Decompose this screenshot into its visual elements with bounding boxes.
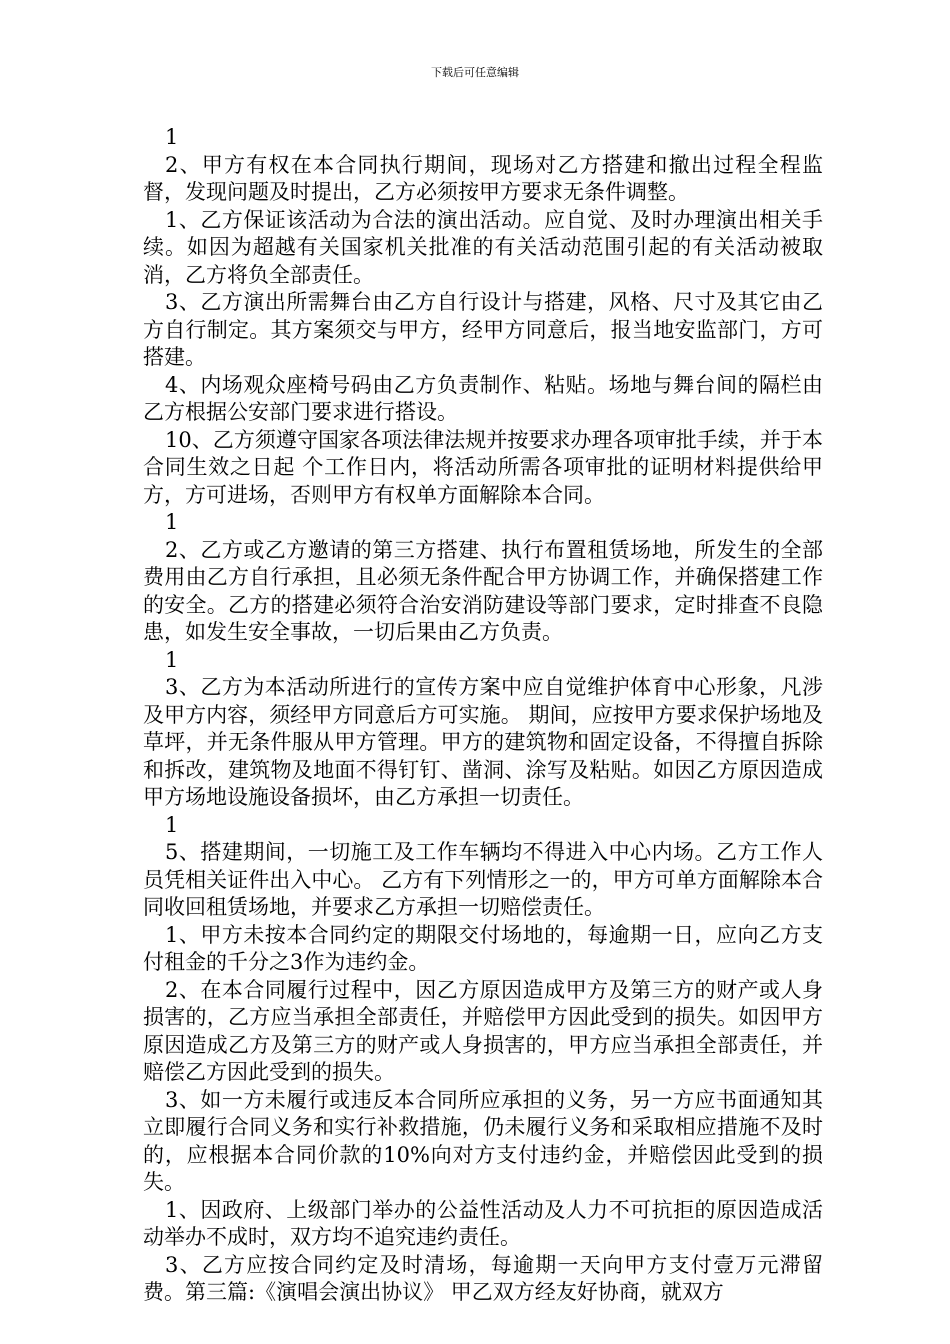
paragraph: 2、甲方有权在本合同执行期间，现场对乙方搭建和撤出过程全程监督，发现问题及时提出，乙方必须按甲方要求无条件调整。 <box>143 152 823 204</box>
paragraph: 3、乙方演出所需舞台由乙方自行设计与搭建，风格、尺寸及其它由乙方自行制定。其方案须交与甲方，经甲方同意后，报当地安监部门，方可搭建。 <box>143 290 823 369</box>
paragraph: 1 <box>165 510 179 534</box>
paragraph: 2、在本合同履行过程中，因乙方原因造成甲方及第三方的财产或人身损害的，乙方应当承担全部责任，并赔偿甲方因此受到的损失。如因甲方原因造成乙方及第三方的财产或人身损害的，甲方应当承担全部责任，并赔偿乙方因此受到的损失。 <box>143 977 823 1084</box>
paragraph: 3、如一方未履行或违反本合同所应承担的义务，另一方应书面通知其立即履行合同义务和实行补救措施，仍未履行义务和采取相应措施不及时的，应根据本合同价款的10%向对方支付违约金，并赔偿因此受到的损失。 <box>143 1087 823 1194</box>
paragraph: 3、乙方应按合同约定及时清场，每逾期一天向甲方支付壹万元滞留费。第三篇:《演唱会演出协议》 甲乙双方经友好协商，就双方 <box>143 1252 823 1304</box>
document-body <box>143 124 823 1307</box>
paragraph: 1 <box>165 125 179 149</box>
page-header-caption: 下载后可任意编辑 <box>431 66 519 79</box>
paragraph: 5、搭建期间，一切施工及工作车辆均不得进入中心内场。乙方工作人员凭相关证件出入中心。 乙方有下列情形之一的，甲方可单方面解除本合同收回租赁场地，并要求乙方承担一切赔偿责任。 <box>143 840 823 919</box>
paragraph: 10、乙方须遵守国家各项法律法规并按要求办理各项审批手续，并于本合同生效之日起 个工作日内，将活动所需各项审批的证明材料提供给甲方，方可进场，否则甲方有权单方面解除本合同。 <box>143 427 823 507</box>
paragraph: 1、因政府、上级部门举办的公益性活动及人力不可抗拒的原因造成活动举办不成时，双方均不追究违约责任。 <box>143 1197 823 1249</box>
paragraph: 4、内场观众座椅号码由乙方负责制作、粘贴。场地与舞台间的隔栏由乙方根据公安部门要求进行搭设。 <box>143 372 823 424</box>
paragraph: 1 <box>165 647 179 672</box>
paragraph: 1、甲方未按本合同约定的期限交付场地的，每逾期一日，应向乙方支付租金的千分之3作为违约金。 <box>143 922 823 974</box>
paragraph: 1、乙方保证该活动为合法的演出活动。应自觉、及时办理演出相关手续。如因为超越有关国家机关批准的有关活动范围引起的有关活动被取消，乙方将负全部责任。 <box>143 207 823 287</box>
paragraph: 1 <box>165 812 179 837</box>
paragraph: 3、乙方为本活动所进行的宣传方案中应自觉维护体育中心形象，凡涉及甲方内容，须经甲方同意后方可实施。 期间，应按甲方要求保护场地及草坪，并无条件服从甲方管理。甲方的建筑物和固定设备，不得擅自拆除和拆改，建筑物及地面不得钉钉、凿洞、涂写及粘贴。如因乙方原因造成甲方场地设施设备损坏，由乙方承担一切责任。 <box>143 675 823 809</box>
paragraph: 2、乙方或乙方邀请的第三方搭建、执行布置租赁场地，所发生的全部费用由乙方自行承担，且必须无条件配合甲方协调工作，并确保搭建工作的安全。乙方的搭建必须符合治安消防建设等部门要求，定时排查不良隐患，如发生安全事故，一切后果由乙方负责。 <box>143 537 823 644</box>
